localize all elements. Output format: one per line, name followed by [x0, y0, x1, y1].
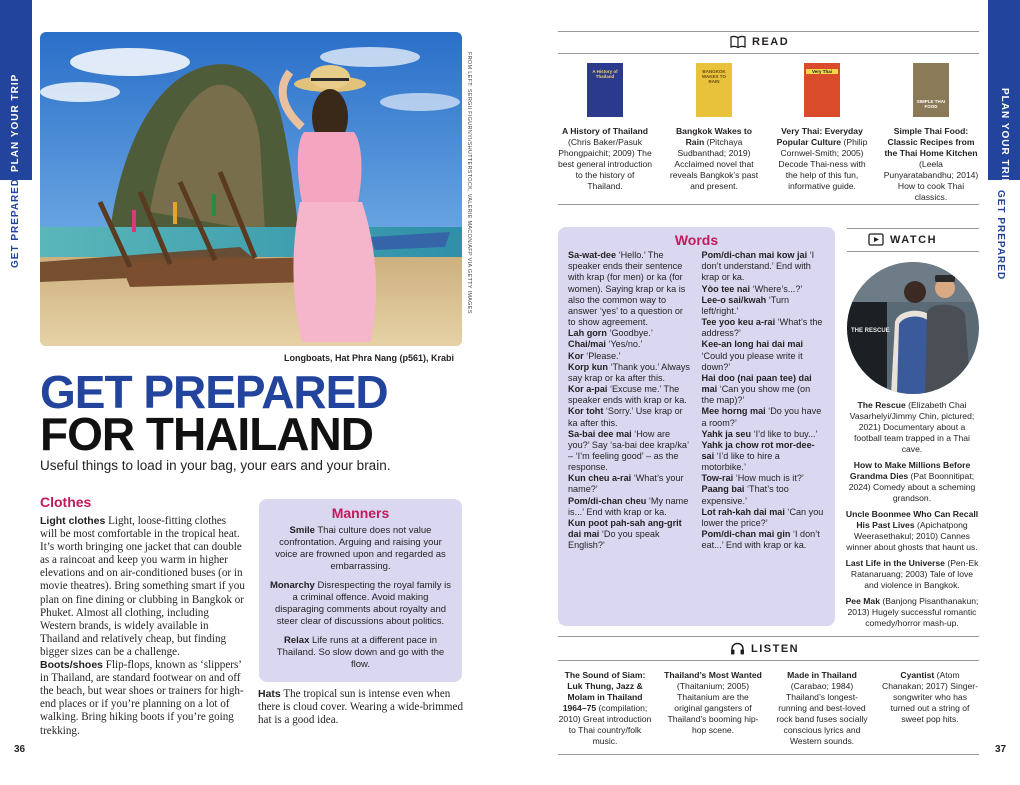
side-tab-left: [0, 0, 32, 180]
film-item: [845, 596, 979, 629]
word-definition: ‘Excuse me.’ The speaker ends with krap or ka.: [568, 384, 687, 406]
listen-item: [556, 670, 654, 747]
word-entry: [702, 473, 826, 484]
word-term: Lot rah-kah dai mai: [701, 506, 785, 517]
word-term: Lah gorn: [568, 328, 607, 339]
listen-item: [773, 670, 871, 747]
manners-item-text: Thai culture does not value confrontation. Arguing and raising your voice are frowned upon and regarded as embarrassing.: [275, 525, 446, 572]
word-term: Yahk ja seu: [701, 428, 752, 439]
words-box: [558, 227, 835, 626]
manners-box: [259, 499, 462, 682]
word-term: Kor toht: [568, 406, 604, 417]
book-cover: [587, 63, 623, 117]
side-tab-right-label: PLAN YOUR TRIP: [999, 88, 1010, 187]
word-term: Kee-an long hai dai mai: [701, 339, 804, 350]
film-title: Uncle Boonmee Who Can Recall His Past Lives: [845, 509, 979, 530]
side-section-label-right: GET PREPARED: [995, 190, 1006, 281]
word-term: Hai doo (nai paan tee) dai mai: [701, 372, 812, 395]
side-tab-right: [988, 0, 1020, 187]
manners-item: [269, 525, 452, 573]
hero-photo: [40, 32, 462, 346]
word-definition: ‘My name is...’ End with krap or ka.: [568, 495, 689, 517]
watch-heading-label: WATCH: [890, 233, 938, 246]
read-heading: [730, 35, 789, 48]
book-title: Very Thai: Everyday Popular Culture: [776, 126, 863, 147]
listen-item: [664, 670, 762, 736]
manners-item-text: Life runs at a different pace in Thailand. So slow down and go with the flow.: [276, 635, 445, 670]
book-details: (Pitchaya Sudbanthad; 2019) Acclaimed novel that reveals Bangkok’s past and present.: [669, 137, 759, 191]
film-icon: [868, 233, 884, 246]
word-definition: ‘Can you lower the price?’: [701, 506, 824, 528]
film-title: The Rescue: [857, 400, 906, 410]
word-term: Yòo tee nai: [701, 283, 751, 294]
clothes-boots-text: Flip-flops, known as ‘slippers’ in Thailand, are standard footwear on and off the beach, but wear shoes or trainers for high-end places or if you’re planning on a lot of walking. Bring hiking boots if you’re going trekking.: [40, 659, 244, 737]
book-cover-title: BANGKOK WAKES TO RAIN: [702, 69, 726, 84]
word-entry: [702, 250, 826, 283]
photo-caption: Longboats, Hat Phra Nang (p561), Krabi: [283, 353, 454, 363]
film-details: (Elizabeth Chai Vasarhelyi/Jimmy Chin, pictured; 2021) Documentary about a football team trapped in a Thai cave.: [849, 400, 975, 454]
book-item: [557, 63, 653, 192]
book-cover: [804, 63, 840, 117]
words-heading: Words: [674, 232, 719, 248]
listen-item: [881, 670, 979, 725]
divider: [847, 251, 979, 252]
read-heading-label: READ: [752, 35, 790, 48]
manners-item: [269, 580, 452, 628]
word-entry: [702, 507, 826, 529]
film-details: (Pen-Ek Ratanaruang; 2003) Tale of love and violence in Bangkok.: [850, 558, 979, 590]
book-title: Simple Thai Food: Classic Recipes from the Thai Home Kitchen: [884, 126, 978, 158]
album-title: The Sound of Siam: Luk Thung, Jazz & Molam in Thailand 1964–75: [562, 670, 646, 713]
word-term: Chai/mai: [568, 339, 606, 350]
word-term: Pom/di-chan mai kow jai: [701, 250, 808, 261]
word-entry: [702, 284, 826, 295]
word-definition: ‘Goodbye.’: [606, 328, 653, 339]
book-cover-title: A History of Thailand: [592, 69, 618, 79]
word-term: Kor: [568, 350, 584, 361]
book-item: [774, 63, 870, 192]
headphones-icon: [730, 642, 745, 655]
album-details: (compilation; 2010) Great introduction to Thai country/folk music.: [558, 703, 652, 746]
book-details: (Chris Baker/Pasuk Phongpaichit; 2009) The best general introduction to the history of Thailand.: [557, 137, 653, 191]
page-number-left: 36: [14, 744, 26, 755]
page-title-line-2: FOR THAILAND: [40, 408, 373, 460]
word-term: Lee-o sai/kwah: [701, 294, 767, 305]
book-cover-title: Very Thai: [806, 69, 838, 74]
book-cover: [913, 63, 949, 117]
film-title: Pee Mak: [845, 596, 880, 606]
book-details: (Philip Cornwel-Smith; 2005) Decode Thai-ness with the help of this fun, informative guide.: [778, 137, 868, 191]
film-title: How to Make Millions Before Grandma Dies: [849, 460, 971, 481]
word-entry: [702, 484, 826, 506]
word-definition: ‘Do you speak English?’: [568, 529, 660, 551]
film-details: (Apichatpong Weerasethakul; 2010) Cannes winner about ghosts that haunt us.: [846, 520, 978, 552]
word-entry: [568, 250, 692, 328]
word-entry: [702, 429, 826, 440]
album-details: (Thaitanium; 2005) Thaitanium are the original gangsters of Thailand’s booming hip-hop scene.: [667, 681, 759, 735]
word-entry: [568, 351, 692, 362]
listen-heading-label: LISTEN: [751, 642, 800, 655]
word-definition: ‘Can you show me (on the map)?’: [701, 384, 811, 406]
manners-heading: Manners: [331, 505, 390, 521]
word-definition: ‘Hello.’ The speaker ends their sentence with krap (for men) or ka (for women). Saying krap or ka is also the common way to answer ‘yes’ to a question or to show agreement.: [568, 250, 686, 328]
manners-item: [269, 635, 452, 671]
side-tab-left-label: PLAN YOUR TRIP: [10, 73, 21, 172]
manners-item-label: Smile: [289, 525, 315, 536]
book-cover-title: SIMPLE THAI FOOD: [916, 99, 946, 109]
album-title: Thailand’s Most Wanted: [664, 670, 762, 680]
watch-photo: [847, 262, 979, 394]
word-definition: ‘Could you please write it down?’: [701, 350, 803, 372]
word-definition: ‘Do you have a room?’: [701, 406, 822, 428]
film-item: [845, 509, 979, 553]
manners-item-text: Disrespecting the royal family is a criminal offence. Avoid making disparaging comments about royalty and steer clear of discussions about politics.: [274, 580, 452, 627]
manners-item-label: Monarchy: [269, 580, 315, 591]
word-definition: ‘I don’t understand.’ End with krap or ka.: [701, 250, 815, 283]
book-cover: [696, 63, 732, 117]
word-term: Kun poot pah-sah ang-grit dai mai: [568, 517, 682, 540]
word-definition: ‘I’d like to buy...’: [751, 428, 818, 439]
hats-body: The tropical sun is intense even when there is cloud cover. Wearing a wide-brimmed hat is a good idea.: [258, 688, 463, 727]
book-item: [666, 63, 762, 192]
word-definition: ‘I don’t eat...’ End with krap or ka.: [701, 529, 820, 551]
film-item: [845, 558, 979, 591]
photo-credit: FROM LEFT: SERGII FIGURNYI/SHUTTERSTOCK, VALERIE MACON/AFP VIA GETTY IMAGES: [466, 52, 472, 314]
word-entry: [568, 518, 692, 551]
word-entry: [702, 339, 826, 372]
word-entry: [568, 496, 692, 518]
word-entry: [702, 440, 826, 473]
words-column-1: [568, 250, 692, 551]
hats-label: Hats: [258, 688, 281, 700]
word-definition: ‘How much is it?’: [733, 473, 804, 484]
poster-text: THE RESCUE: [851, 328, 890, 334]
word-definition: ‘I’d like to hire a motorbike.’: [701, 450, 780, 473]
word-entry: [568, 473, 692, 495]
word-entry: [568, 362, 692, 384]
manners-item-label: Relax: [284, 635, 310, 646]
film-details: (Banjong Pisanthanakun; 2013) Hugely successful romantic comedy/horror mash-up.: [847, 596, 979, 628]
side-section-label-left: GET PREPARED: [10, 177, 21, 268]
film-item: [845, 400, 979, 455]
word-entry: [702, 295, 826, 317]
clothes-light-text: Light, loose-fitting clothes will be most comfortable in the tropical heat. It’s worth bringing one jacket that can double as a raincoat and keep you warm in higher elevations and on air-conditioned buses (or in movie theatres). Bring something smart if you plan on fine dining or clubbing in Bangkok or Phuket. Almost all clothing, including Western brands, is widely available in Thailand and relatively cheap, but finding bigger sizes can be a challenge.: [40, 515, 245, 658]
page-subtitle: Useful things to load in your bag, your ears and your brain.: [40, 458, 391, 473]
word-definition: ‘Turn left/right.’: [701, 294, 790, 316]
divider: [558, 636, 979, 637]
word-definition: ‘How are you?’ Say ‘sa-bai dee krap/ka’ – ‘I’m feeling good’ – as the response.: [568, 428, 689, 473]
album-title: Made in Thailand: [787, 670, 857, 680]
word-term: Kor a-pai: [568, 384, 608, 395]
clothes-heading: Clothes: [40, 494, 92, 510]
word-term: Paang bai: [701, 484, 745, 495]
page-title-line-1: GET PREPARED: [40, 366, 388, 418]
word-term: Yahk ja chow rot mor-dee-sai: [701, 439, 815, 461]
word-entry: [568, 339, 692, 350]
word-entry: [568, 429, 692, 474]
word-term: Kun cheu a-rai: [568, 473, 632, 484]
word-entry: [702, 406, 826, 428]
word-term: Mee horng mai: [701, 406, 766, 417]
hats-text: [258, 688, 464, 727]
word-definition: ‘What’s the address?’: [701, 317, 823, 339]
word-entry: [568, 406, 692, 428]
word-term: Tee yoo keu a-rai: [701, 317, 776, 328]
divider: [558, 754, 979, 755]
word-term: Korp kun: [568, 361, 608, 372]
clothes-boots-label: Boots/shoes: [40, 659, 104, 672]
book-title: Bangkok Wakes to Rain: [675, 126, 753, 147]
listen-heading: [730, 642, 799, 655]
word-definition: ‘That’s too expensive.’: [701, 484, 789, 506]
album-details: (Carabao; 1984) Thailand’s longest-running and best-loved rock band fuses socially conscious lyrics and Western sounds.: [776, 681, 868, 746]
film-item: [845, 460, 979, 504]
page-number-right: 37: [995, 744, 1007, 755]
word-entry: [568, 384, 692, 406]
divider: [558, 53, 979, 54]
word-entry: [568, 328, 692, 339]
word-definition: ‘Please.’: [583, 350, 621, 361]
book-icon: [730, 35, 746, 48]
clothes-light-label: Light clothes: [40, 515, 106, 527]
book-details: (Leela Punyaratabandhu; 2014) How to cook Thai classics.: [883, 159, 979, 202]
word-definition: ‘What’s your name?’: [568, 473, 684, 495]
word-definition: ‘Where’s...?’: [750, 283, 803, 294]
word-entry: [702, 317, 826, 339]
book-item: [883, 63, 979, 203]
words-column-2: [702, 250, 826, 551]
word-term: Pom/di-chan cheu: [568, 495, 647, 506]
divider: [558, 660, 979, 661]
clothes-text: [40, 515, 246, 738]
word-term: Pom/di-chan mai gin: [701, 529, 791, 540]
word-term: Sa-wat-dee: [568, 250, 617, 261]
divider: [558, 204, 979, 205]
word-entry: [702, 529, 826, 551]
film-title: Last Life in the Universe: [845, 558, 945, 568]
film-details: (Pat Boonnitipat; 2024) Comedy about a scheming grandson.: [848, 471, 976, 503]
word-definition: ‘Sorry.’ Use krap or ka after this.: [568, 406, 683, 428]
divider: [847, 228, 979, 229]
divider: [558, 31, 979, 32]
album-title: Cyantist: [900, 670, 935, 680]
word-term: Tow-rai: [701, 473, 734, 484]
album-details: (Atom Chanakan; 2017) Singer-songwriter who has turned out a string of sweet pop hits.: [881, 670, 979, 724]
word-definition: ‘Yes/no.’: [605, 339, 643, 350]
word-entry: [702, 373, 826, 406]
word-definition: ‘Thank you.’ Always say krap or ka after this.: [568, 361, 690, 383]
watch-heading: [868, 233, 937, 246]
book-title: A History of Thailand: [561, 126, 649, 136]
word-term: Sa-bai dee mai: [568, 428, 632, 439]
words-columns: [568, 250, 825, 551]
